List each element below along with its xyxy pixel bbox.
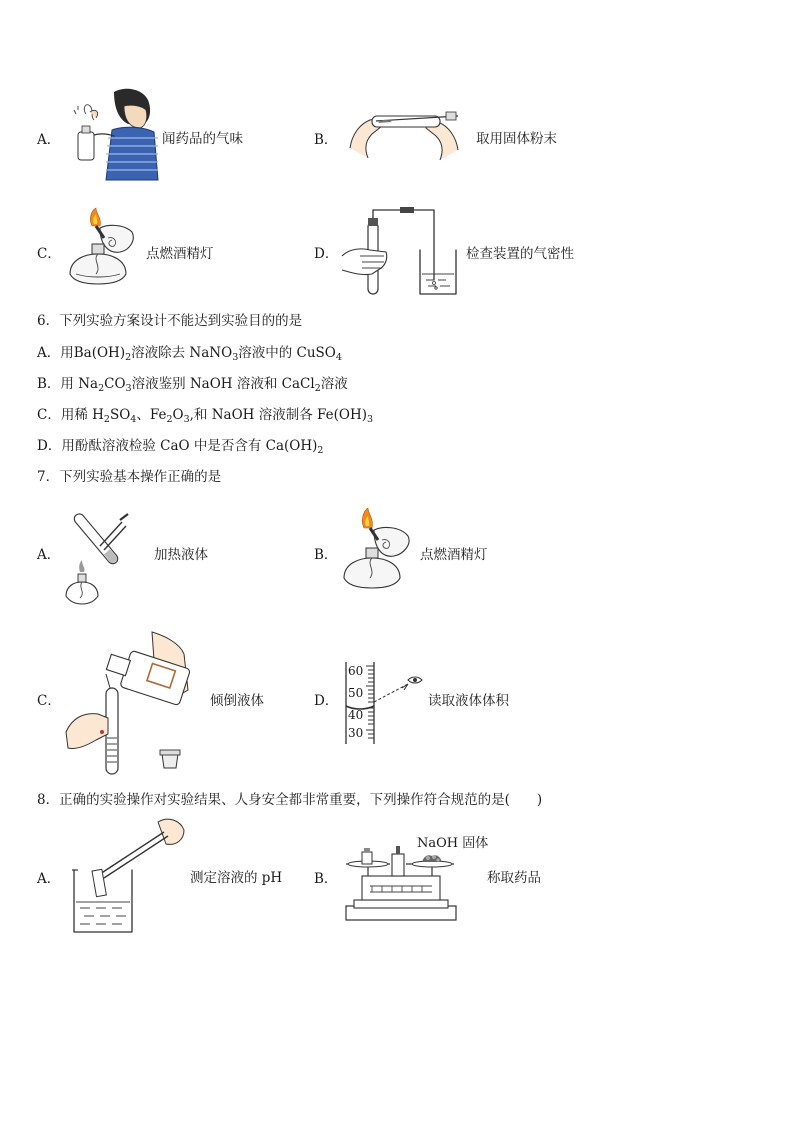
subscript: 2: [314, 383, 321, 394]
cylinder-tick-40: 40: [348, 708, 364, 722]
q6-option-a-text-3: 溶液中的 CuSO: [238, 345, 336, 361]
subscript: 3: [232, 352, 239, 363]
q7-option-d-caption: 读取液体体积: [428, 693, 509, 709]
q6-option-c-text-1: 用稀 H: [60, 407, 104, 423]
ph-test-illustration: [70, 812, 188, 936]
q5-option-c-letter: C．: [37, 246, 61, 262]
q5-option-c-caption: 点燃酒精灯: [146, 246, 214, 262]
q6-option-b-text-1: 用 Na: [60, 376, 99, 392]
q6-option-b-letter: B．: [37, 376, 61, 392]
q6-option-c-text-5: ,和 NaOH 溶液制各 Fe(OH): [189, 407, 367, 423]
q6-option-c-text-2: SO: [109, 407, 131, 423]
cylinder-tick-50: 50: [348, 686, 364, 700]
cylinder-tick-60: 60: [348, 664, 364, 678]
subscript: 2: [103, 414, 110, 425]
powder-scoop-illustration: [342, 104, 466, 162]
q7-option-b-letter: B．: [314, 547, 338, 563]
subscript: 2: [317, 445, 324, 456]
q6-option-a-letter: A．: [37, 345, 61, 361]
airtightness-check-illustration: [338, 204, 464, 298]
q6-stem: 6．下列实验方案设计不能达到实验目的的是: [37, 313, 303, 329]
q5-option-d-letter: D．: [314, 246, 339, 262]
light-lamp-with-lamp-illustration-2: [336, 508, 416, 592]
q7-option-c-letter: C．: [37, 693, 61, 709]
subscript: 3: [125, 383, 132, 394]
q5-option-b-caption: 取用固体粉末: [476, 131, 557, 147]
balance-illustration: [342, 842, 460, 922]
subscript: 3: [367, 414, 374, 425]
q8-option-a-caption: 测定溶液的 pH: [190, 870, 283, 886]
q5-option-a-letter: A．: [37, 132, 61, 148]
q8-option-b-caption: 称取药品: [487, 870, 541, 886]
q5-option-d-caption: 检查装置的气密性: [466, 246, 574, 262]
q7-option-a-caption: 加热液体: [154, 547, 208, 563]
q6-option-a-text-1: 用Ba(OH): [60, 345, 126, 361]
q7-option-b-caption: 点燃酒精灯: [420, 547, 488, 563]
q6-option-c-text-4: O: [172, 407, 184, 423]
q6-option-c-letter: C．: [37, 407, 61, 423]
subscript: 2: [166, 414, 173, 425]
subscript: 3: [183, 414, 190, 425]
q5-option-b-letter: B．: [314, 132, 338, 148]
heat-liquid-illustration: [60, 512, 132, 608]
naoh-solid-label: NaOH 固体: [417, 836, 489, 851]
subscript: 2: [98, 383, 105, 394]
q6-option-b: [37, 375, 348, 393]
q6-option-d: [37, 437, 323, 455]
q5-option-a-caption: 闻药品的气味: [162, 131, 243, 147]
cylinder-tick-30: 30: [348, 726, 364, 740]
q6-option-b-text-2: CO: [104, 376, 126, 392]
q7-stem: 7．下列实验基本操作正确的是: [37, 469, 222, 485]
q7-option-a-letter: A．: [37, 547, 61, 563]
q8-option-b-letter: B．: [314, 871, 338, 887]
q6-option-b-text-4: 溶液: [320, 376, 348, 392]
q6-option-a: [37, 344, 342, 362]
q6-option-c-text-3: 、Fe: [136, 407, 167, 423]
subscript: 4: [335, 352, 342, 363]
q7-option-d-letter: D．: [314, 693, 339, 709]
q6-option-d-letter: D．: [37, 438, 62, 454]
pour-liquid-illustration: [62, 628, 192, 778]
q6-option-d-text-1: 用酚酞溶液检验 CaO 中是否含有 Ca(OH): [61, 438, 318, 454]
subscript: 2: [125, 352, 132, 363]
smell-chemical-illustration: [72, 86, 162, 182]
q8-option-a-letter: A．: [37, 871, 61, 887]
light-lamp-with-lamp-illustration: [62, 208, 140, 288]
q7-option-c-caption: 倾倒液体: [210, 693, 264, 709]
subscript: 4: [130, 414, 137, 425]
q8-stem: 8．正确的实验操作对实验结果、人身安全都非常重要，下列操作符合规范的是( ): [37, 792, 543, 808]
q6-option-b-text-3: 溶液鉴别 NaOH 溶液和 CaCl: [131, 376, 315, 392]
q6-option-a-text-2: 溶液除去 NaNO: [131, 345, 233, 361]
q6-option-c: [37, 406, 373, 424]
